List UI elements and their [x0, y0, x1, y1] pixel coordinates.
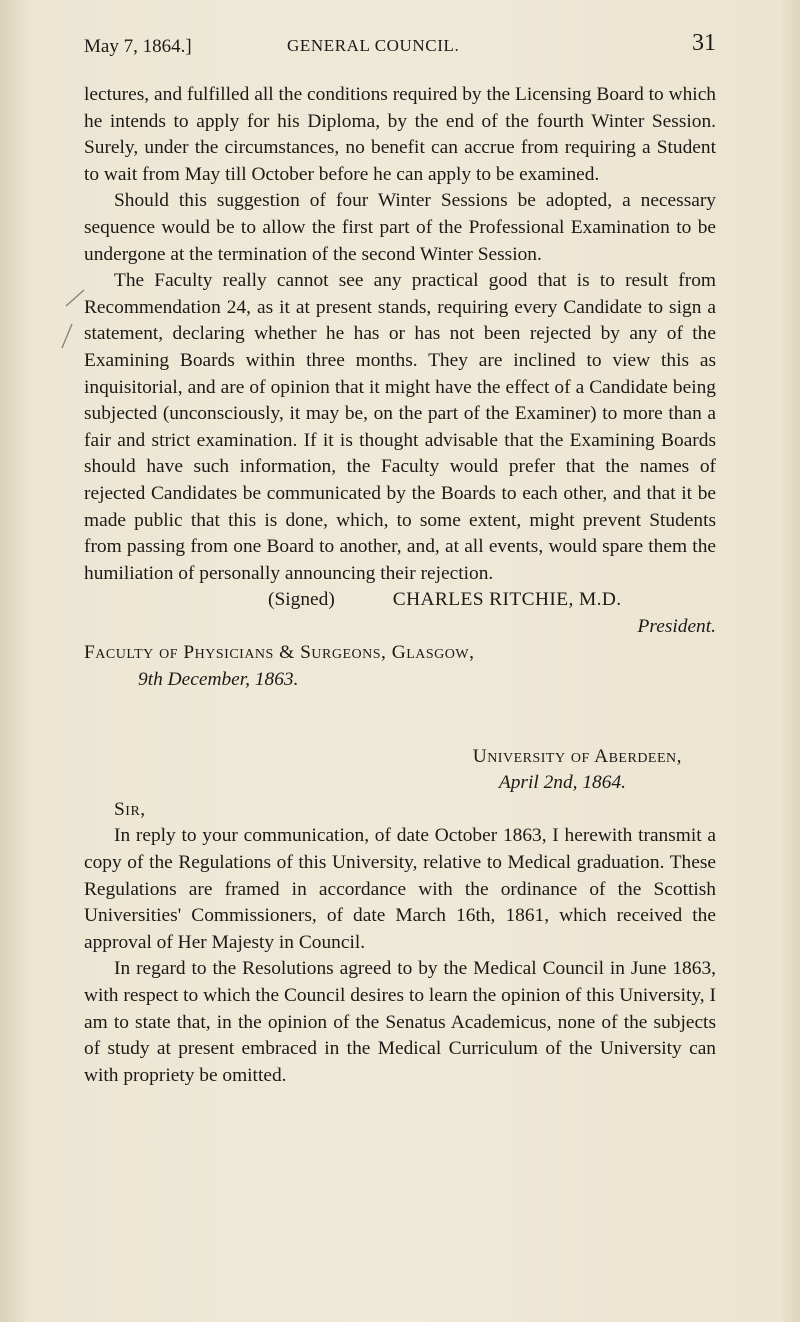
letter2-date: April 2nd, 1864.	[498, 772, 626, 794]
letter2-paragraph-reply: In reply to your communication, of date October 1863, I herewith transmit a copy of the Regulations of this University, relative to Medical graduation. These Regulations are framed in accordance with the ordinance of the Scottish Universities' Commissioners, of date March 16th, 1861, which received the approval of Her Majesty in Council.	[84, 825, 716, 953]
letter2-sender: University of Aberdeen,	[472, 745, 682, 767]
letter-date: 9th December, 1863.	[138, 669, 299, 691]
letter2-salutation: Sir,	[114, 798, 146, 820]
paragraph-continuation: lectures, and fulfilled all the conditions required by the Licensing Board to which he intends to apply for his Diploma, by the end of the fourth Winter Session. Surely, under the circumstances, no benefit can accrue from requiring a Student to wait from May till October before he can apply to be examined.	[84, 84, 716, 185]
paragraph-four-sessions: Should this suggestion of four Winter Sessions be adopted, a necessary sequence would be to allow the first part of the Professional Examination to be undergone at the termination of the second Winter Session.	[84, 190, 716, 265]
section-spacer	[84, 694, 716, 744]
document-body	[84, 82, 716, 1089]
page-number: 31	[692, 30, 716, 56]
header-title: GENERAL COUNCIL.	[287, 36, 460, 55]
signed-label: (Signed)	[268, 589, 335, 611]
header-date: May 7, 1864.]	[84, 36, 192, 57]
signatory-name: CHARLES RITCHIE, M.D.	[392, 589, 622, 611]
signature-line	[84, 587, 716, 614]
signature-institution-block	[84, 640, 716, 693]
paragraph-recommendation-24: The Faculty really cannot see any practical good that is to result from Recommendation 24, as it at present stands, requiring every Candidate to sign a statement, declaring whether he has or has not been rejected by any of the Examining Boards within three months. They are inclined to view this as inquisitorial, and are of opinion that it might have the effect of a Candidate being subjected (unconsciously, it may be, on the part of the Examiner) to more than a fair and strict examination. If it is thought advisable that the Examining Boards should have such information, the Faculty would prefer that the names of rejected Candidates be communicated by the Boards to each other, and that it be made public that this is done, which, to some extent, might prevent Students from passing from one Board to another, and, at all events, would spare them the humiliation of personally announcing their rejection.	[84, 270, 716, 584]
signatory-title: President.	[637, 615, 716, 637]
running-header	[84, 30, 716, 60]
institution-name: Faculty of Physicians & Surgeons, Glasgow,	[84, 642, 475, 664]
letter2-paragraph-resolutions: In regard to the Resolutions agreed to by the Medical Council in June 1863, with respect to which the Council desires to learn the opinion of this University, I am to state that, in the opinion of the Senatus Academicus, none of the subjects of study at present embraced in the Medical Curriculum of the University can with propriety be omitted.	[84, 958, 716, 1086]
